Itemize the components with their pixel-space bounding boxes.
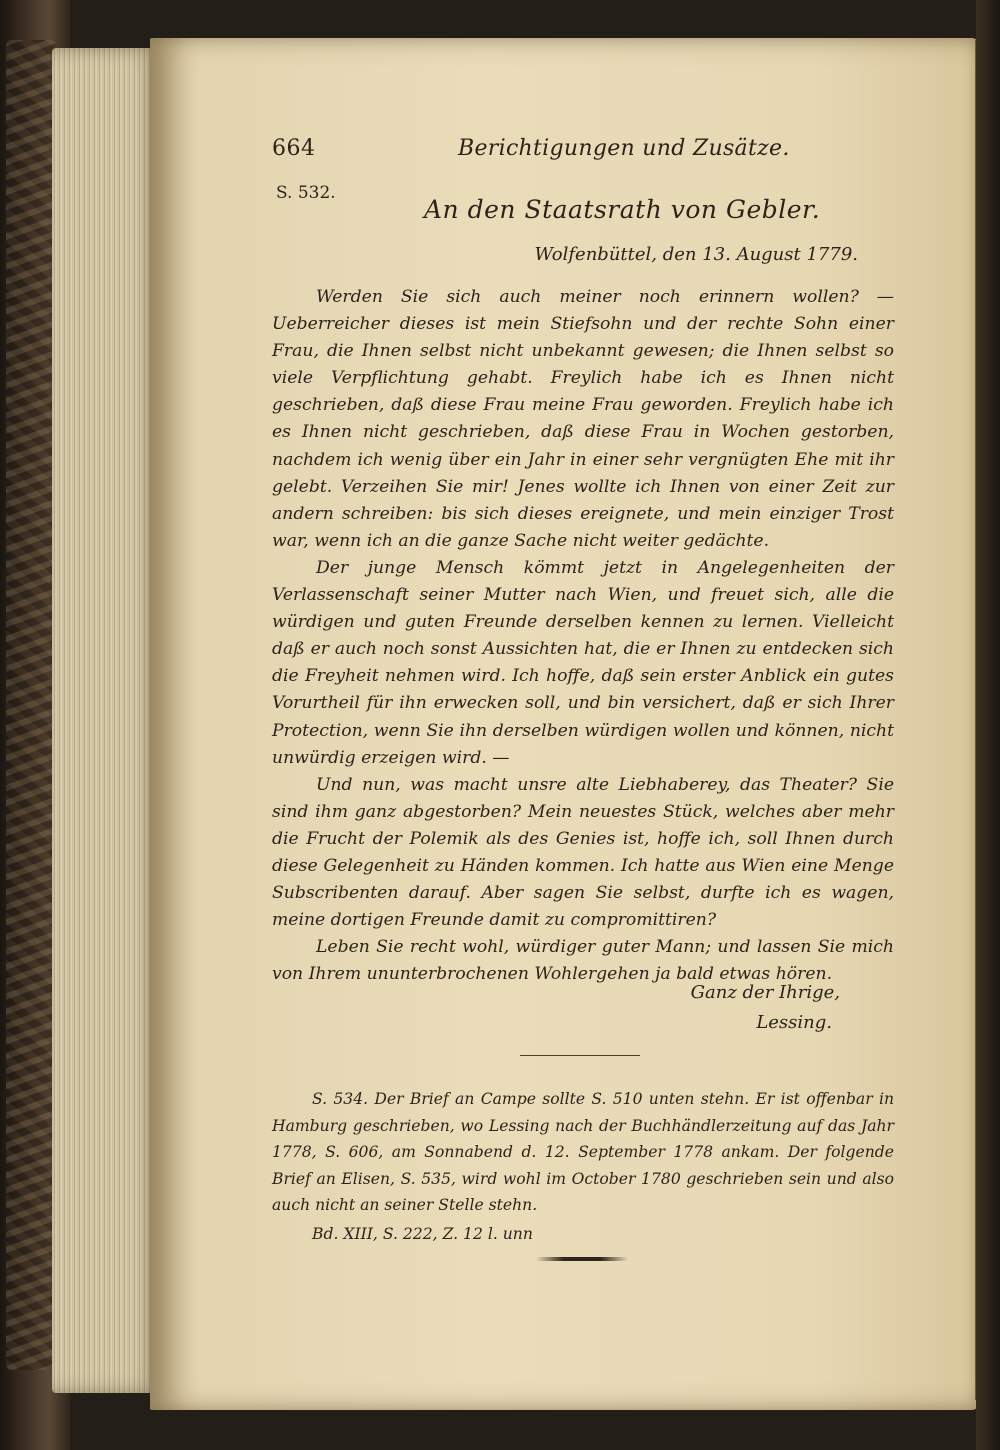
footnote-reference-line: Bd. XIII, S. 222, Z. 12 l. unn	[312, 1224, 533, 1243]
letter-body	[272, 284, 894, 988]
page-content	[272, 0, 892, 1450]
end-ornament	[536, 1257, 628, 1261]
footnote	[272, 1086, 894, 1247]
footnote-text: S. 534. Der Brief an Campe sollte S. 510 unten stehn. Er ist offenbar in Hamburg geschrieben, wo Lessing nach der Buchhändlerzeitung auf das Jahr 1778, S. 606, am Sonnabend d. 12. September 1778 ankam. Der folgende Brief an Elisen, S. 535, wird wohl im October 1780 geschrieben sein und also auch nicht an seiner Stelle stehn.	[272, 1090, 894, 1214]
letter-closing: Ganz der Ihrige,	[690, 982, 840, 1003]
letter-signature: Lessing.	[756, 1012, 832, 1033]
marbled-endpaper	[6, 40, 56, 1370]
letter-paragraph: Der junge Mensch kömmt jetzt in Angelegenheiten der Verlassenschaft seiner Mutter nach Wien, und freuet sich, alle die würdigen und guten Freunde derselben kennen zu lernen. Vielleicht daß er auch noch sonst Aussichten hat, die er Ihnen zu entdecken sich die Freyheit nehmen wird. Ich hoffe, daß sein erster Anblick ein gutes Vorurtheil für ihn erwecken soll, und bin versichert, daß er sich Ihrer Protection, wenn Sie ihn derselben würdigen wollen und können, nicht unwürdig erzeigen wird. —	[272, 557, 894, 768]
letter-paragraph: Leben Sie recht wohl, würdiger guter Mann; und lassen Sie mich von Ihrem ununterbrochenen Wohlergehen ja bald etwas hören.	[272, 937, 894, 985]
section-divider	[520, 1055, 640, 1056]
page-block-edges	[52, 48, 162, 1393]
running-title: Berichtigungen und Zusätze.	[458, 136, 790, 161]
letter-paragraph: Werden Sie sich auch meiner noch erinnern wollen? — Ueberreicher dieses ist mein Stiefsohn und der rechte Sohn einer Frau, die Ihnen selbst nicht unbekannt gewesen; die Ihnen selbst so viele Verpflichtung gehabt. Freylich habe ich es Ihnen nicht geschrieben, daß diese Frau meine Frau geworden. Freylich habe ich es Ihnen nicht geschrieben, daß diese Frau in Wochen gestorben, nachdem ich wenig über ein Jahr in einer sehr vergnügten Ehe mit ihr gelebt. Verzeihen Sie mir! Jenes wollte ich Ihnen von einer Zeit zur andern schreiben: bis sich dieses ereignete, und mein einziger Trost war, wenn ich an die ganze Sache nicht weiter gedächte.	[272, 287, 894, 551]
letter-dateline: Wolfenbüttel, den 13. August 1779.	[534, 244, 858, 265]
page-number: 664	[272, 136, 316, 161]
letter-title: An den Staatsrath von Gebler.	[424, 195, 821, 224]
letter-paragraph: Und nun, was macht unsre alte Liebhaberey, das Theater? Sie sind ihm ganz abgestorben? Mein neuestes Stück, welches aber mehr die Frucht der Polemik als des Genies ist, hoffe ich, soll Ihnen durch diese Gelegenheit zu Händen kommen. Ich hatte aus Wien eine Menge Subscribenten darauf. Aber sagen Sie selbst, durfte ich es wagen, meine dortigen Freunde damit zu compromittiren?	[272, 774, 894, 931]
letter-reference: S. 532.	[276, 183, 336, 203]
book-cover-right	[976, 0, 1000, 1450]
